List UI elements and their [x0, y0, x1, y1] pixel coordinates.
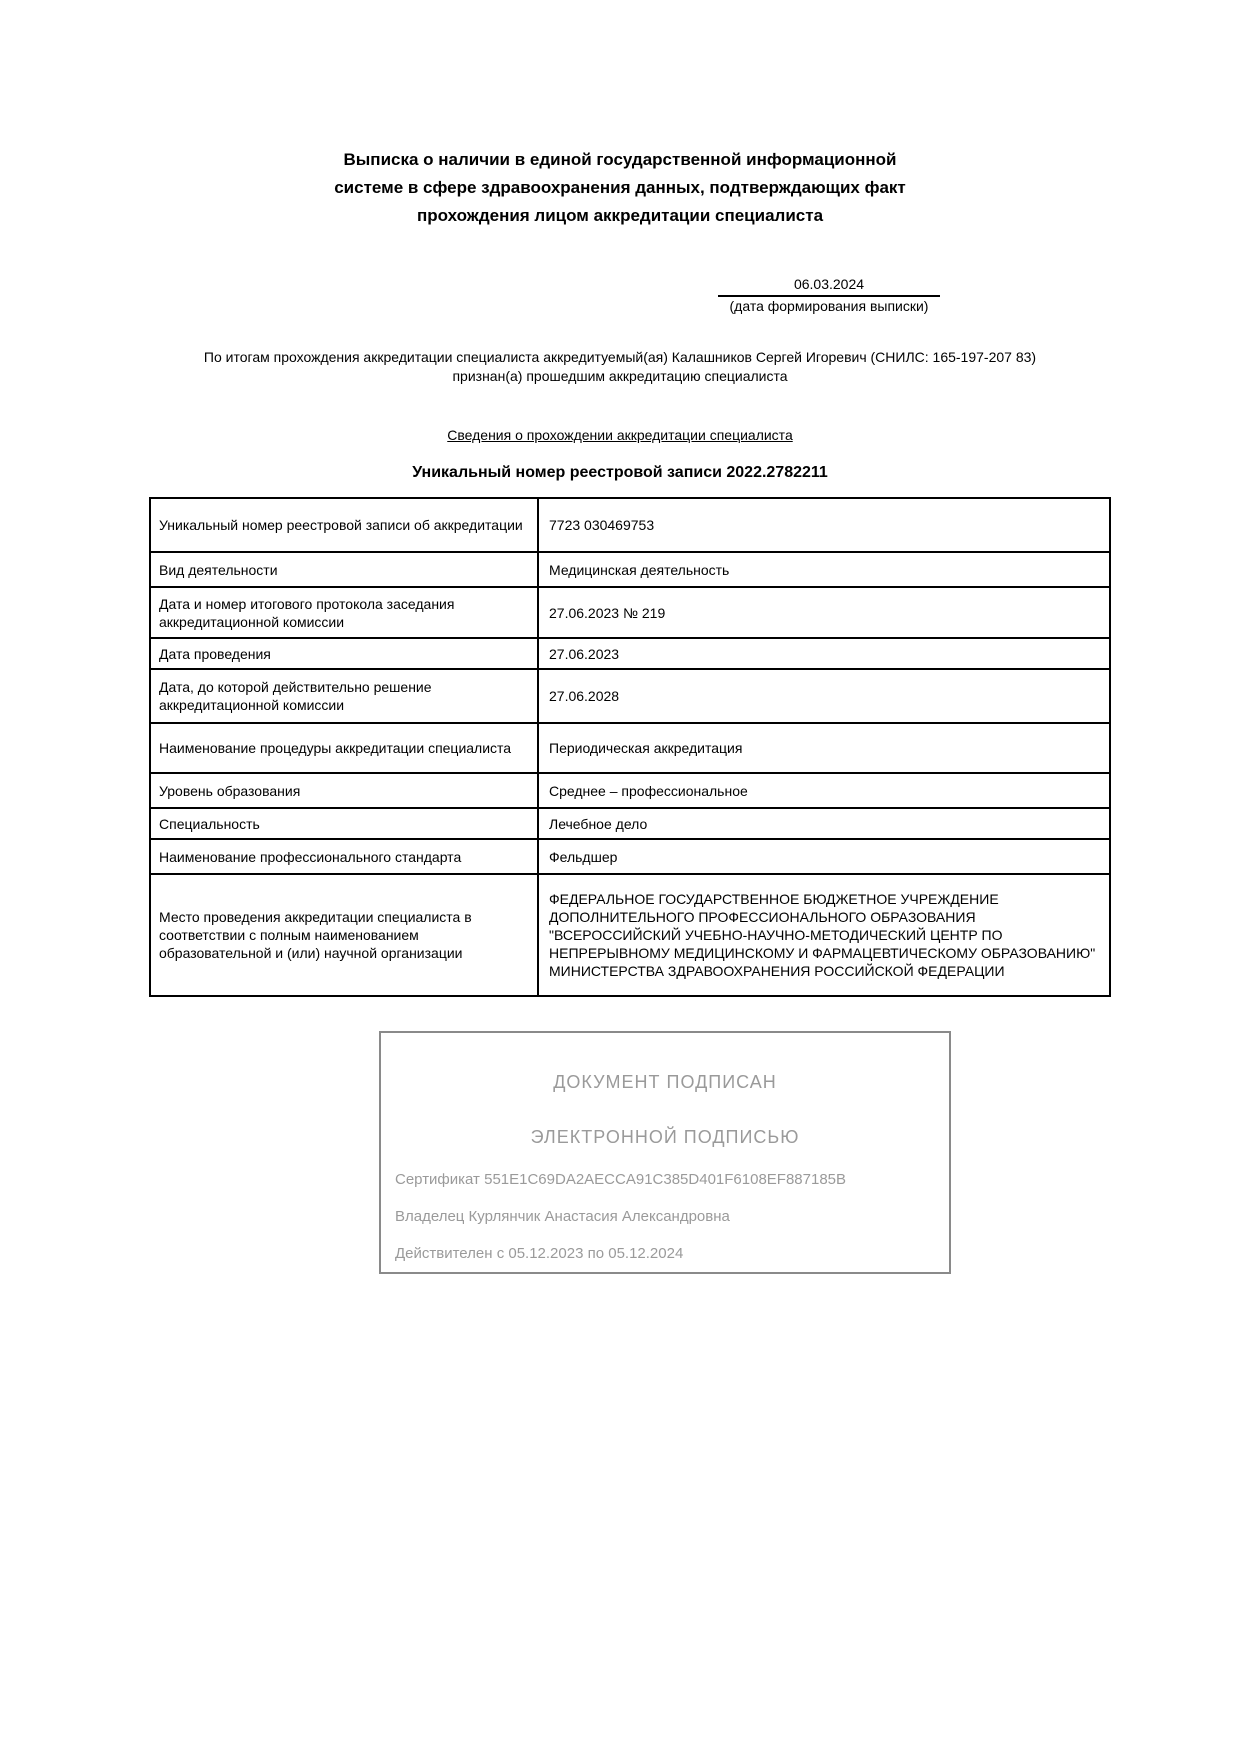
- table-row: [150, 638, 1110, 669]
- row-label: Дата проведения: [150, 638, 538, 669]
- document-title: [0, 0, 1240, 230]
- row-value: 27.06.2028: [538, 669, 1110, 723]
- accreditation-table: [149, 497, 1111, 997]
- row-label: Наименование профессионального стандарта: [150, 839, 538, 874]
- table-row: [150, 669, 1110, 723]
- table-row: [150, 498, 1110, 552]
- record-number-header: Уникальный номер реестровой записи 2022.2782211: [412, 464, 828, 481]
- row-label: Специальность: [150, 808, 538, 839]
- row-label: Место проведения аккредитации специалиста в соответствии с полным наименованием образовательной и (или) научной организации: [150, 874, 538, 996]
- document-title-line: системе в сфере здравоохранения данных, подтверждающих факт: [334, 178, 906, 197]
- table-row: [150, 773, 1110, 808]
- table-row: [150, 587, 1110, 638]
- signature-owner: Владелец Курлянчик Анастасия Александровна: [395, 1208, 730, 1225]
- table-row: [150, 723, 1110, 773]
- electronic-signature-stamp: [379, 1031, 951, 1274]
- row-value: Медицинская деятельность: [538, 552, 1110, 587]
- row-label: Вид деятельности: [150, 552, 538, 587]
- row-value: 27.06.2023 № 219: [538, 587, 1110, 638]
- row-label: Уровень образования: [150, 773, 538, 808]
- row-value: Периодическая аккредитация: [538, 723, 1110, 773]
- row-value: 27.06.2023: [538, 638, 1110, 669]
- row-label: Уникальный номер реестровой записи об аккредитации: [150, 498, 538, 552]
- row-value: Фельдшер: [538, 839, 1110, 874]
- table-row: [150, 552, 1110, 587]
- intro-paragraph-line: признан(а) прошедшим аккредитацию специалиста: [452, 368, 788, 384]
- extract-date-value: 06.03.2024: [718, 276, 940, 297]
- row-value: Лечебное дело: [538, 808, 1110, 839]
- signature-validity: Действителен с 05.12.2023 по 05.12.2024: [395, 1245, 684, 1262]
- intro-paragraph-line: По итогам прохождения аккредитации специалиста аккредитуемый(ая) Калашников Сергей Игоревич (СНИЛС: 165-197-207 83): [203, 349, 1037, 365]
- document-title-line: прохождения лицом аккредитации специалиста: [416, 206, 824, 225]
- document-title-line: Выписка о наличии в единой государственной информационной: [343, 150, 897, 169]
- extract-date-caption: (дата формирования выписки): [729, 298, 929, 314]
- table-row: [150, 874, 1110, 996]
- signature-heading-line: ДОКУМЕНТ ПОДПИСАН: [553, 1072, 777, 1092]
- signature-heading-line: ЭЛЕКТРОННОЙ ПОДПИСЬЮ: [530, 1127, 800, 1147]
- row-label: Наименование процедуры аккредитации специалиста: [150, 723, 538, 773]
- signature-certificate: Сертификат 551E1C69DA2AECCA91C385D401F6108EF887185B: [395, 1171, 847, 1188]
- row-label: Дата, до которой действительно решение аккредитационной комиссии: [150, 669, 538, 723]
- signature-details: [395, 1170, 949, 1264]
- section-heading: Сведения о прохождении аккредитации специалиста: [447, 427, 793, 443]
- table-row: [150, 839, 1110, 874]
- extract-date-block: [718, 276, 940, 315]
- row-value: Среднее – профессиональное: [538, 773, 1110, 808]
- row-value: 7723 030469753: [538, 498, 1110, 552]
- row-value: ФЕДЕРАЛЬНОЕ ГОСУДАРСТВЕННОЕ БЮДЖЕТНОЕ УЧРЕЖДЕНИЕ ДОПОЛНИТЕЛЬНОГО ПРОФЕССИОНАЛЬНОГО ОБРАЗОВАНИЯ "ВСЕРОССИЙСКИЙ УЧЕБНО-НАУЧНО-МЕТОДИЧЕСКИЙ ЦЕНТР ПО НЕПРЕРЫВНОМУ МЕДИЦИНСКОМУ И ФАРМАЦЕВТИЧЕСКОМУ ОБРАЗОВАНИЮ" МИНИСТЕРСТВА ЗДРАВООХРАНЕНИЯ РОССИЙСКОЙ ФЕДЕРАЦИИ: [538, 874, 1110, 996]
- table-row: [150, 808, 1110, 839]
- intro-paragraph: [0, 348, 1240, 386]
- row-label: Дата и номер итогового протокола заседания аккредитационной комиссии: [150, 587, 538, 638]
